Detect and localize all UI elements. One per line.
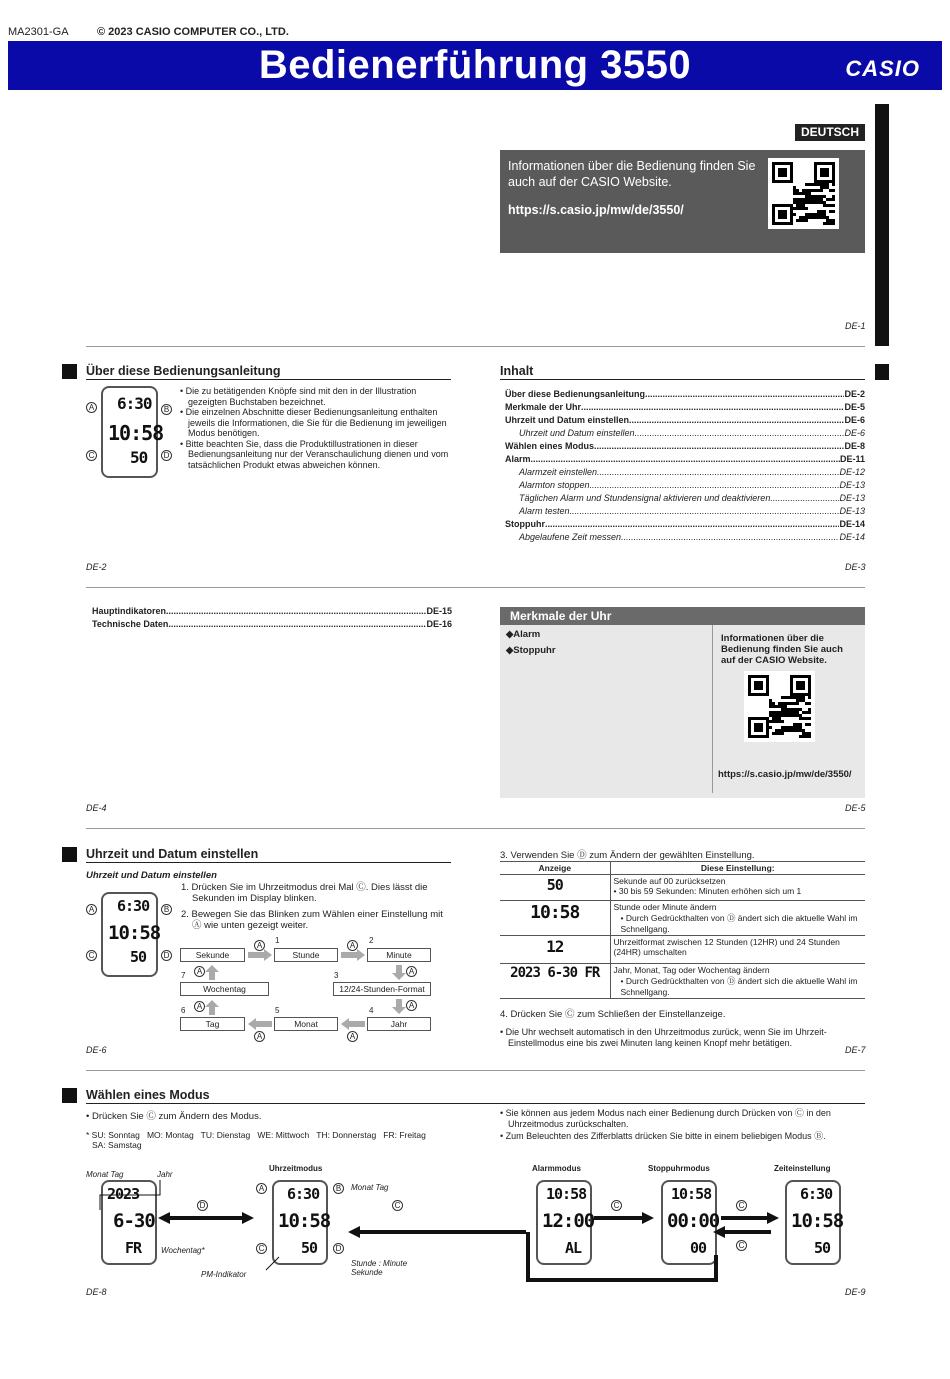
doc-code: MA2301-GA xyxy=(8,26,69,38)
table-header: Anzeige xyxy=(500,862,610,875)
casio-logo: CASIO xyxy=(845,56,920,81)
feature-item: ◆Alarm xyxy=(506,629,541,640)
qr-code-icon xyxy=(744,671,815,742)
toc-row: Uhrzeit und Datum einstellen ..... DE-6 xyxy=(505,414,865,427)
mode-arrows xyxy=(86,1160,865,1285)
toc-row: Täglichen Alarm und Stundensignal aktivieren und deaktivieren ..... DE-13 xyxy=(505,492,865,505)
title-banner xyxy=(8,41,942,90)
toc-row: Alarm testen ..... DE-13 xyxy=(505,505,865,518)
page-title: Bedienerführung 3550 xyxy=(258,43,692,87)
table-of-contents-2 xyxy=(92,605,452,631)
table-row: 12 Uhrzeitformat zwischen 12 Stunden (12HR) und 24 Stunden (24HR) umschalten xyxy=(500,936,865,964)
about-bullets: • Die zu betätigenden Knöpfe sind mit den in der Illustration gezeigten Buchstaben bezeichnet. • Die einzelnen Abschnitte dieser Bedienungsanleitung enthalten jeweils die Informationen, die Sie für die Bedienung im jeweiligen Modus benötigen. • Bitte beachten Sie, dass die Produktillustrationen in dieser Bedienungsanleitung nur der Veranschaulichung dienen und vom tatsächlichen Produkt etwas abweichen können. xyxy=(180,386,449,470)
language-badge: DEUTSCH xyxy=(795,124,865,141)
flow-monat: Monat xyxy=(274,1017,338,1031)
page-number: DE-8 xyxy=(86,1287,107,1297)
watch-stopwatch: 10:58 00:00 00 xyxy=(661,1180,717,1265)
step-3: 3. Verwenden Sie Ⓓ zum Ändern der gewählten Einstellung. xyxy=(500,850,755,861)
page-number: DE-2 xyxy=(86,562,107,572)
auto-return-note: • Die Uhr wechselt automatisch in den Uhrzeitmodus zurück, wenn Sie im Uhrzeit-Einstellmodus eine bis zwei Minuten lang keinen Knopf mehr betätigen. xyxy=(500,1027,827,1048)
step-4: 4. Drücken Sie Ⓒ zum Schließen der Einstellanzeige. xyxy=(500,1009,726,1020)
mode-bullet: • Drücken Sie Ⓒ zum Ändern des Modus. xyxy=(86,1111,262,1122)
toc-row: Alarmton stoppen ..... DE-13 xyxy=(505,479,865,492)
qr-code-icon xyxy=(768,158,839,229)
flow-jahr: Jahr xyxy=(367,1017,431,1031)
features-url[interactable]: https://s.casio.jp/mw/de/3550/ xyxy=(718,769,852,780)
toc-row: Alarm ..... DE-11 xyxy=(505,453,865,466)
section-marker xyxy=(62,1088,77,1103)
flow-minute: Minute xyxy=(367,948,431,962)
watch-illustration: A B C D 6:30 10:58 50 xyxy=(86,892,176,984)
sidebar-bar xyxy=(875,104,889,346)
toc-row: Merkmale der Uhr ..... DE-5 xyxy=(505,401,865,414)
table-row: 10:58 Stunde oder Minute ändern • Durch Gedrückthalten von Ⓓ ändert sich die aktuelle Wahl im Schnellgang. xyxy=(500,901,865,936)
mode-note-1: • Sie können aus jedem Modus nach einer Bedienung durch Drücken von Ⓒ in den Uhrzeitmodus zurückschalten. xyxy=(500,1108,831,1129)
toc-title: Inhalt xyxy=(500,364,865,380)
watch-date-display: 2023 6-30 FR xyxy=(101,1180,157,1265)
sidebar-marker xyxy=(875,364,889,380)
toc-row: Uhrzeit und Datum einstellen ..... DE-6 xyxy=(505,427,865,440)
section-title: Über diese Bedienungsanleitung xyxy=(86,364,451,380)
watch-timekeeping: 6:30 10:58 50 xyxy=(272,1180,328,1265)
divider xyxy=(86,828,865,829)
table-of-contents xyxy=(505,388,865,544)
table-header: Diese Einstellung: xyxy=(610,862,865,875)
toc-row: Wählen eines Modus ..... DE-8 xyxy=(505,440,865,453)
divider xyxy=(86,1070,865,1071)
page-number: DE-4 xyxy=(86,803,107,813)
features-box xyxy=(500,625,865,798)
flow-format: 12/24-Stunden-Format xyxy=(333,982,431,996)
info-url[interactable]: https://s.casio.jp/mw/de/3550/ xyxy=(508,203,684,217)
page-number: DE-1 xyxy=(845,321,866,331)
info-text: Informationen über die Bedienung finden Sie auch auf der CASIO Website. xyxy=(508,159,756,189)
feature-item: ◆Stoppuhr xyxy=(506,645,556,656)
section-marker xyxy=(62,364,77,379)
toc-row: Über diese Bedienungsanleitung ..... DE-2 xyxy=(505,388,865,401)
settings-table xyxy=(500,861,865,999)
flow-stunde: Stunde xyxy=(274,948,338,962)
toc-row: Alarmzeit einstellen ..... DE-12 xyxy=(505,466,865,479)
toc-row: Technische Daten ..... DE-16 xyxy=(92,618,452,631)
step-1: 1. Drücken Sie im Uhrzeitmodus drei Mal Ⓒ. Dies lässt die Sekunden im Display blinken. xyxy=(181,882,428,904)
flow-sekunde: Sekunde xyxy=(180,948,245,962)
flow-arrows xyxy=(180,936,452,1046)
toc-row: Abgelaufene Zeit messen ..... DE-14 xyxy=(505,531,865,544)
page-number: DE-6 xyxy=(86,1045,107,1055)
page-number: DE-5 xyxy=(845,803,866,813)
toc-row: Hauptindikatoren ..... DE-15 xyxy=(92,605,452,618)
info-box xyxy=(500,150,865,253)
divider xyxy=(86,587,865,588)
section-title: Wählen eines Modus xyxy=(86,1088,865,1104)
section-title: Uhrzeit und Datum einstellen xyxy=(86,847,451,863)
copyright: © 2023 CASIO COMPUTER CO., LTD. xyxy=(97,26,289,38)
setting-flow-diagram: Sekunde Stunde Minute Wochentag 12/24-Stunden-Format Tag Monat Jahr A A A A A A A A 1 2 3 4 5 6 7 xyxy=(180,936,452,1046)
watch-time-setting: 6:30 10:58 50 xyxy=(785,1180,841,1265)
step-2: 2. Bewegen Sie das Blinken zum Wählen einer Einstellung mit Ⓐ wie unten gezeigt weiter. xyxy=(181,909,443,931)
table-row: 50 Sekunde auf 00 zurücksetzen • 30 bis 59 Sekunden: Minuten erhöhen sich um 1 xyxy=(500,875,865,901)
mode-note-2: • Zum Beleuchten des Zifferblatts drücken Sie bitte in einem beliebigen Modus Ⓑ. xyxy=(500,1131,826,1141)
watch-alarm: 10:58 12:00 AL xyxy=(536,1180,592,1265)
mode-diagram: Monat Tag Jahr Uhrzeitmodus Monat Tag Wochentag* PM-Indikator Stunde : Minute Sekunde Alarmmodus Stoppuhrmodus Zeiteinstellung 2023 6-30 FR 6:30 10:58 50 10:58 12:00 AL 10:58 00:00 00 6:30 10:58 50 D C C C C A B C D xyxy=(86,1160,865,1285)
page-number: DE-7 xyxy=(845,1045,866,1055)
toc-row: Stoppuhr ..... DE-14 xyxy=(505,518,865,531)
flow-tag: Tag xyxy=(180,1017,245,1031)
weekday-legend: * SU: Sonntag MO: Montag TU: Dienstag WE: Mittwoch TH: Donnerstag FR: Freitag xyxy=(86,1130,426,1140)
page-number: DE-3 xyxy=(845,562,866,572)
weekday-legend-2: SA: Samstag xyxy=(92,1140,142,1150)
section-subtitle: Uhrzeit und Datum einstellen xyxy=(86,870,217,881)
flow-wochentag: Wochentag xyxy=(180,982,269,996)
features-title: Merkmale der Uhr xyxy=(500,607,865,625)
watch-illustration: A B C D 6:30 10:58 50 xyxy=(86,386,176,478)
features-info: Informationen über die Bedienung finden Sie auch auf der CASIO Website. xyxy=(721,633,843,666)
table-row: 2023 6-30 FR Jahr, Monat, Tag oder Wochentag ändern • Durch Gedrückthalten von Ⓓ ändert sich die aktuelle Wahl im Schnellgang. xyxy=(500,964,865,999)
page-number: DE-9 xyxy=(845,1287,866,1297)
divider xyxy=(86,346,865,347)
section-marker xyxy=(62,847,77,862)
